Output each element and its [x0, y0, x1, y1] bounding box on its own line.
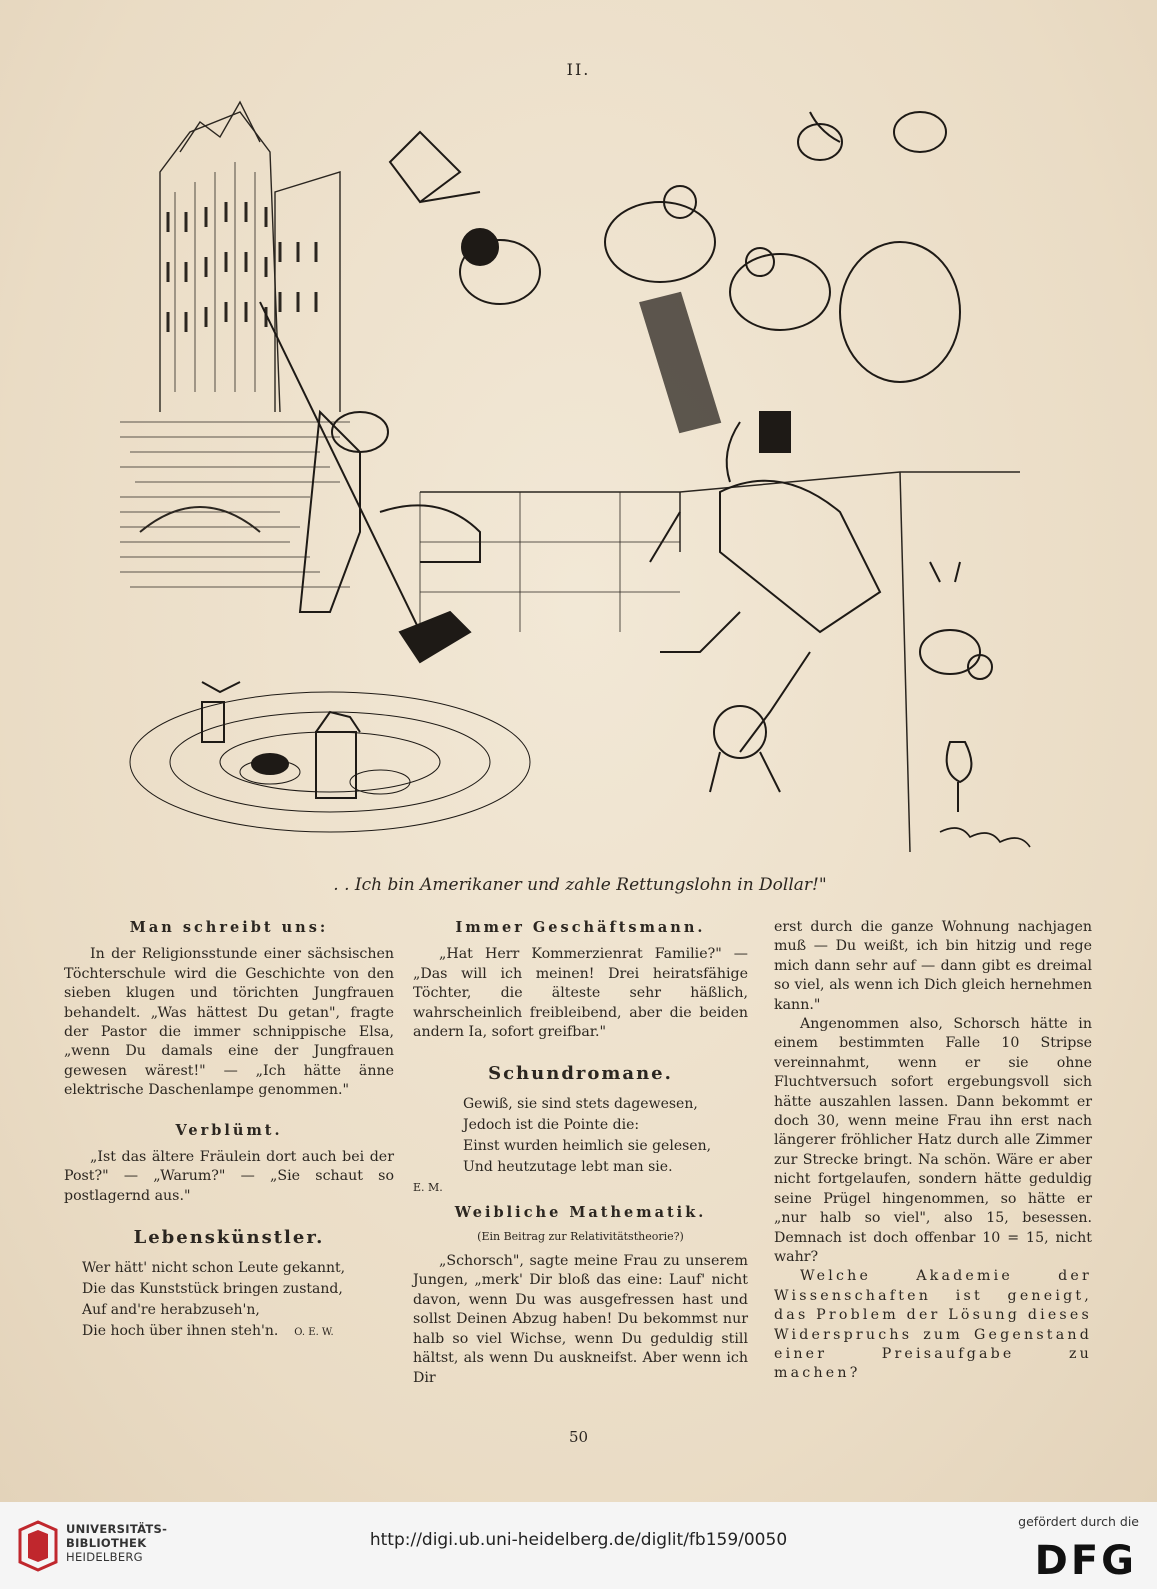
text-schorsch: „Schorsch", sagte meine Frau zu unserem Jungen, „merk' Dir bloß das eine: Lauf' nicht davon, wenn Du was ausgefressen hast und sollst Deinen Abzug haben! Du bekommst nur halb so viel Wichse, wenn Du geduldig still hältst, als wenn Du auskneifst. Aber wenn ich Dir	[413, 1253, 748, 1386]
page-number: 50	[568, 1428, 589, 1446]
heading-schundromane: Schundromane.	[488, 1063, 673, 1085]
verse-lebenskuenstler	[82, 1258, 394, 1343]
text-religionsstunde: In der Religionsstunde einer sächsischen Töchterschule wird die Geschichte von den sieben klugen und törichten Jungfrauen behandelt. „Was hättest Du getan", fragte der Pastor die immer schnippische Elsa, „wenn Du damals eine der Jungfrauen gewesen wärest!" — „Ich hätte änne elektrische Daschenlampe genommen."	[64, 946, 394, 1099]
verse-line	[82, 1321, 394, 1343]
verse-line: Und heutzutage lebt man sie.	[463, 1158, 673, 1175]
text-continuation: erst durch die ganze Wohnung nachjagen muß — Du weißt, ich bin hitzig und rege mich dann sehr auf — dann gibt es dreimal so viel, als wenn ich Dich gleich hernehmen kann."	[774, 919, 1092, 1013]
cartoon-illustration	[120, 92, 1040, 860]
heading-lebenskuenstler: Lebenskünstler.	[133, 1227, 325, 1249]
library-line: UNIVERSITÄTS-	[66, 1522, 168, 1536]
source-url-link[interactable]: http://digi.ub.uni-heidelberg.de/diglit/fb159/0050	[369, 1530, 788, 1550]
text-kommerzienrat: „Hat Herr Kommerzienrat Familie?" — „Das will ich meinen! Drei heiratsfähige Töchter, die älteste sehr häßlich, wahrscheinlich freibleibend, aber die beiden andern Ia, sofort greifbar."	[413, 946, 748, 1041]
library-line: HEIDELBERG	[66, 1550, 143, 1564]
author-signature: O. E. W.	[294, 1326, 334, 1338]
heading-immer-geschaeftsmann: Immer Geschäftsmann.	[455, 919, 706, 936]
column-1	[64, 918, 394, 1343]
illustration-caption: . . Ich bin Amerikaner und zahle Rettungslohn in Dollar!"	[333, 875, 827, 895]
text-angenommen: Angenommen also, Schorsch hätte in einem bestimmten Falle 10 Stripse vereinnahmt, wenn er sie ohne Fluchtversuch sofort ergebungsvoll sich hätte auszahlen lassen. Dann bekommt er doch 30, wenn meine Frau ihn erst nach längerer fröhlicher Hatz durch alle Zimmer zur Strecke bringt. Na schön. Wäre er aber nicht fortgelaufen, sondern hätte geduldig seine Prügel hingenommen, so hätte er „nur halb so viel", also 15, besessen. Demnach ist doch offenbar 10 = 15, nicht wahr?	[774, 1016, 1092, 1265]
verse-line: Wer hätt' nicht schon Leute gekannt,	[82, 1259, 346, 1276]
verse-schundromane	[463, 1094, 748, 1178]
verse-line: Die das Kunststück bringen zustand,	[82, 1280, 343, 1297]
column-2	[413, 918, 748, 1388]
verse-line-text: Die hoch über ihnen steh'n.	[82, 1322, 279, 1339]
heading-weibliche-mathematik: Weibliche Mathematik.	[454, 1204, 707, 1222]
heading-verbluemt: Verblümt.	[175, 1121, 283, 1139]
library-line: BIBLIOTHEK	[66, 1536, 147, 1550]
page-marker: II.	[566, 60, 591, 79]
text-verbluemt: „Ist das ältere Fräulein dort auch bei der Post?" — „Warum?" — „Sie schaut so postlagernd aus."	[64, 1149, 394, 1204]
subtitle-relativitaet: (Ein Beitrag zur Relativitätstheorie?)	[477, 1229, 684, 1243]
verse-line: Jedoch ist die Pointe die:	[463, 1116, 640, 1133]
dfg-logo: DFG	[1034, 1538, 1137, 1584]
funding-label: gefördert durch die	[1018, 1514, 1139, 1529]
heading-man-schreibt-uns: Man schreibt uns:	[129, 919, 329, 936]
verse-line: Auf and're herabzuseh'n,	[82, 1301, 260, 1318]
author-signature: E. M.	[413, 1180, 443, 1194]
column-3	[774, 918, 1092, 1384]
text-akademie: Welche Akademie der Wissenschaften ist geneigt, das Problem der Lösung dieses Widerspruchs zum Gegenstand einer Preisaufgabe zu machen?	[774, 1268, 1092, 1382]
verse-line: Einst wurden heimlich sie gelesen,	[463, 1137, 712, 1154]
verse-line: Gewiß, sie sind stets dagewesen,	[463, 1095, 698, 1112]
footer-bar	[0, 1502, 1157, 1589]
